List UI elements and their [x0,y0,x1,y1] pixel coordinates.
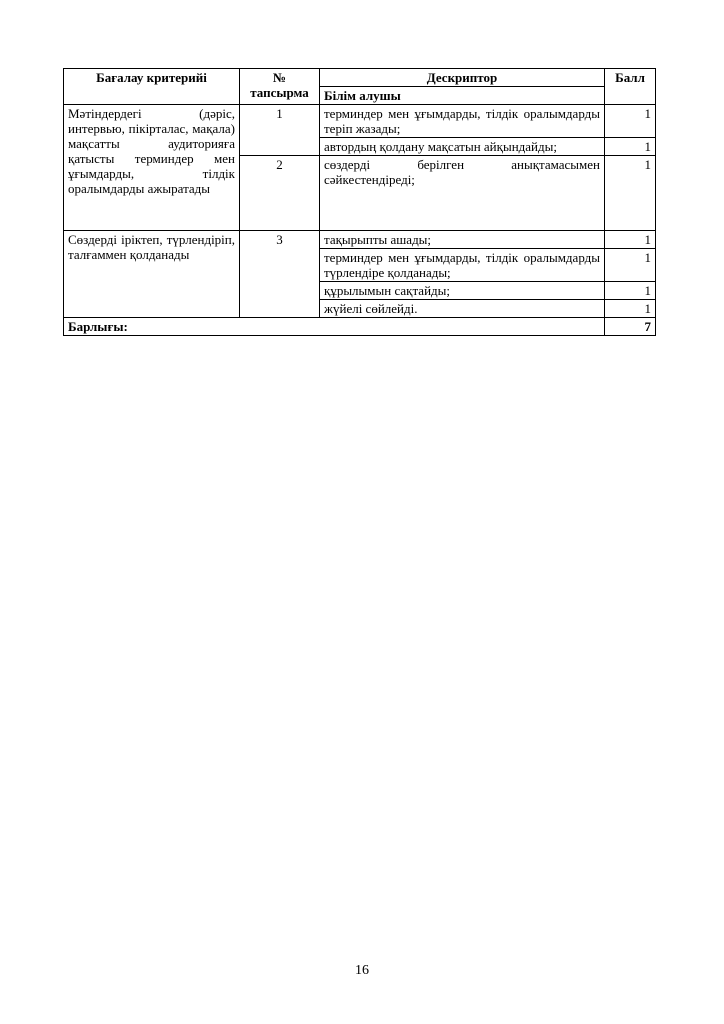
score-cell: 1 [605,156,656,231]
task-number-cell: 3 [240,231,320,318]
task-number-cell: 2 [240,156,320,231]
criteria-header: Бағалау критерийі [64,69,240,105]
descriptor-subheader: Білім алушы [320,87,605,105]
descriptor-cell: тақырыпты ашады; [320,231,605,249]
assessment-rubric-table [63,68,656,336]
task-number-header-line1: № [272,70,287,85]
table-row [64,105,656,138]
score-header: Балл [605,69,656,105]
total-row [64,318,656,336]
score-cell: 1 [605,249,656,282]
descriptor-cell: терминдер мен ұғымдарды, тілдік оралымдарды түрлендіре қолданады; [320,249,605,282]
task-number-header-line2: тапсырма [250,85,309,100]
score-cell: 1 [605,138,656,156]
score-cell: 1 [605,105,656,138]
score-cell: 1 [605,282,656,300]
descriptor-cell: автордың қолдану мақсатын айқындайды; [320,138,605,156]
descriptor-cell: сөздерді берілген анықтамасымен сәйкестендіреді; [320,156,605,231]
criteria-cell: Сөздерді іріктеп, түрлендіріп, талғаммен қолданады [64,231,240,318]
page-number: 16 [355,963,369,978]
descriptor-cell: жүйелі сөйлейді. [320,300,605,318]
header-row [64,69,656,87]
task-number-cell: 1 [240,105,320,156]
table-row [64,231,656,249]
criteria-cell: Мәтіндердегі (дәріс, интервью, пікірталас, мақала) мақсатты аудиторияға қатысты терминдер мен ұғымдарды, тілдік оралымдарды ажыратады [64,105,240,231]
total-label: Барлығы: [64,318,605,336]
total-score: 7 [605,318,656,336]
score-cell: 1 [605,300,656,318]
descriptor-cell: терминдер мен ұғымдарды, тілдік оралымдарды теріп жазады; [320,105,605,138]
score-cell: 1 [605,231,656,249]
descriptor-header: Дескриптор [320,69,605,87]
descriptor-cell: құрылымын сақтайды; [320,282,605,300]
task-number-header [240,69,320,105]
